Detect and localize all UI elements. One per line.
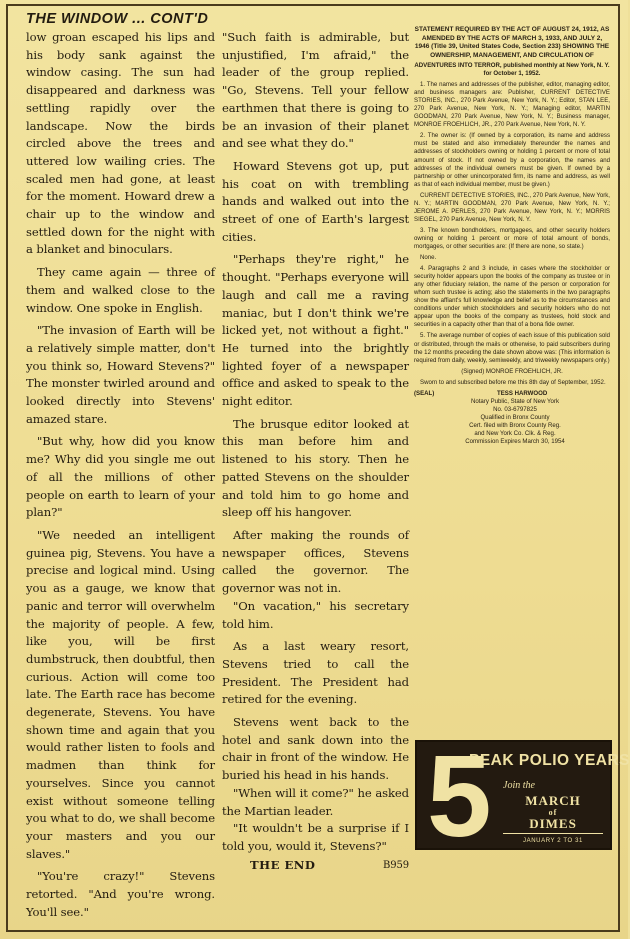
- story-column-left: [26, 10, 215, 921]
- notary-name: TESS HARWOOD: [496, 389, 548, 397]
- statement-none: None.: [420, 254, 437, 262]
- notary-line: No. 03-6797825: [493, 405, 537, 413]
- story-paragraph: "Perhaps they're right," he thought. "Perhaps everyone will laugh and call me a raving maniac, but I don't think we're licked yet, not without a fight." He turned into the brightly lighted foyer of a newspaper office and asked to speak to the night editor.: [222, 252, 409, 409]
- statement-sworn: Sworn to and subscribed before me this 8th day of September, 1952.: [420, 378, 606, 386]
- story-paragraph: "You're crazy!" Stevens retorted. "And you're wrong. You'll see.": [26, 869, 215, 919]
- notary-line: and New York Co. Clk. & Reg.: [474, 429, 556, 437]
- story-paragraph: "When will it come?" he asked the Martian leader.: [222, 785, 409, 818]
- page-code: B959: [382, 859, 409, 871]
- seal-label: (SEAL): [414, 389, 435, 397]
- statement-paragraph-2: 2. The owner is: (If owned by a corporation, its name and address must be stated and also immediately thereunder the names and addresses of stockholders owning or holding 1 percent or more of total amount of stock. If not owned by a corporation, the names and addresses of the individual owners must be given. If owned by a partnership or other unincorporated firm, its name and address, as well as that of each individual member, must be given.): [414, 132, 610, 188]
- story-header: THE WINDOW ... CONT'D: [26, 11, 209, 27]
- ad-march-of-dimes-logo: [503, 794, 603, 831]
- notary-line: Commission Expires March 30, 1954: [465, 438, 565, 446]
- story-paragraph: "We needed an intelligent guinea pig, Stevens. You have a precise and logical mind. Using you as a gauge, we know that panic and terror will overwhelm the majority of people. A few, like you, will be first dumbstruck, then doubtful, then curious. Action will come too late. The Earth race has become degenerate, Stevens. You have shown time and again that you would rather listen to fools and madmen than think for yourselves. Since you cannot exist without someone telling you what to do, we shall become your masters and you our slaves.": [26, 527, 215, 861]
- ad-headline: PEAK POLIO YEARS: [469, 752, 630, 769]
- ad-march: MARCH: [525, 793, 581, 808]
- ad-dimes: DIMES: [529, 816, 577, 831]
- notary-line: Notary Public, State of New York: [470, 397, 560, 405]
- statement-signature: (Signed) MONROE FROEHLICH, JR.: [461, 367, 563, 375]
- ad-number-five: 5: [427, 731, 492, 861]
- statement-paragraph-3: 3. The known bondholders, mortgagees, and other security holders owning or holding 1 percent or more of total amount of bonds, mortgages, or other securities are: (If there are none, so state.): [414, 226, 610, 250]
- story-end-line: [222, 857, 409, 875]
- story-paragraph: "Such faith is admirable, but unjustified, I'm afraid," the leader of the group replied. "Go, Stevens. Tell your fellow earthmen that there is going to be an invasion of their planet and see what they do.": [222, 30, 409, 151]
- the-end-label: THE END: [250, 857, 316, 872]
- story-paragraph: Stevens went back to the hotel and sank down into the chair in front of the window. He buried his head in his hands.: [222, 715, 409, 783]
- story-paragraph: "The invasion of Earth will be a relatively simple matter, don't you think so, Howard Stevens?" The monster twirled around and looked directly into Stevens' amazed stare.: [26, 323, 215, 426]
- statement-paragraph-5: 5. The average number of copies of each issue of this publication sold or distributed, through the mails or otherwise, to paid subscribers during the 12 months preceding the date shown above was: (This information is required from daily, weekly, semiweekly, and triweekly newspapers only.): [414, 332, 610, 364]
- statement-intro: ADVENTURES INTO TERROR, published monthly at New York, N. Y. for October 1, 1952.: [414, 62, 610, 78]
- story-paragraph: After making the rounds of newspaper offices, Stevens called the governor. The governor was not in.: [222, 527, 409, 596]
- statement-seal-line: [414, 390, 610, 398]
- story-paragraph: The brusque editor looked at this man before him and listened to his story. Then he patted Stevens on the shoulder and told him to go home and sleep off his hangover.: [222, 416, 409, 520]
- statement-paragraph-4: 4. Paragraphs 2 and 3 include, in cases where the stockholder or security holder appears upon the books of the company as trustee or in any other fiduciary relation, the name of the person or corporation for whom such trustee is acting; also the statements in the two paragraphs show the affiant's full knowledge and belief as to the circumstances and conditions under which stockholders and security holders who do not appear upon the books of the company as trustees, hold stock and securities in a capacity other than that of a bona fide owner.: [414, 265, 610, 329]
- story-paragraph: "On vacation," his secretary told him.: [222, 598, 409, 631]
- notary-line: Qualified in Bronx County: [480, 413, 550, 421]
- story-paragraph: "But why, how did you know me? Why did you single me out of all the millions of other people on earth to learn of your plan?": [26, 434, 215, 520]
- statement-owners: CURRENT DETECTIVE STORIES, INC., 270 Park Avenue, New York, N. Y.; MARTIN GOODMAN, 270 Park Avenue, New York, N. Y.; JEROME A. PERLES, 270 Park Avenue, New York, N. Y.; MORRIS SIEGEL, 270 Park Avenue, New York, N. Y.: [414, 191, 610, 223]
- story-paragraph: They came again — three of them and walked close to the window. One spoke in English.: [26, 265, 215, 315]
- march-of-dimes-ad: [415, 731, 630, 861]
- story-column-middle: [222, 10, 409, 874]
- statement-title: STATEMENT REQUIRED BY THE ACT OF AUGUST 24, 1912, AS AMENDED BY THE ACTS OF MARCH 3, 1933, AND JULY 2, 1946 (Title 39, United States Code, Section 233) SHOWING THE OWNERSHIP, MANAGEMENT, AND CIRCULATION OF: [414, 26, 610, 59]
- ad-join-text: Join the: [503, 780, 535, 791]
- ad-dates: JANUARY 2 TO 31: [523, 838, 583, 844]
- notary-line: Cert. filed with Bronx County Reg.: [469, 421, 561, 429]
- story-paragraph: As a last weary resort, Stevens tried to call the President. The President had retired for the evening.: [222, 639, 409, 707]
- story-paragraph: low groan escaped his lips and his body sank against the window casing. The sun had disappeared and darkness was settling rapidly over the landscape. Now the birds circled above the trees and uttered low wailing cries. The scaled men had gone, at least for the moment. Howard drew a chair up to the window and settled down for the night with a blanket and binoculars.: [26, 30, 215, 257]
- ownership-statement: [414, 26, 610, 446]
- ad-divider: [503, 833, 603, 834]
- ad-of: of: [548, 808, 558, 817]
- statement-paragraph-1: 1. The names and addresses of the publisher, editor, managing editor, and business managers are: Publisher, CURRENT DETECTIVE STORIES, INC., 270 Park Avenue, New York, N. Y.; Editor, STAN LEE, 270 Park Avenue, New York, N. Y.; Managing editor, MARTIN GOODMAN, 270 Park Avenue, New York, N. Y.; Business manager, MONROE FROEHLICH, JR., 270 Park Avenue, New York, N. Y.: [414, 81, 610, 129]
- story-paragraph: "It wouldn't be a surprise if I told you, would it, Stevens?": [222, 821, 409, 853]
- story-paragraph: Howard Stevens got up, put his coat on with trembling hands and walked out into the street of one of Earth's largest cities.: [222, 158, 409, 244]
